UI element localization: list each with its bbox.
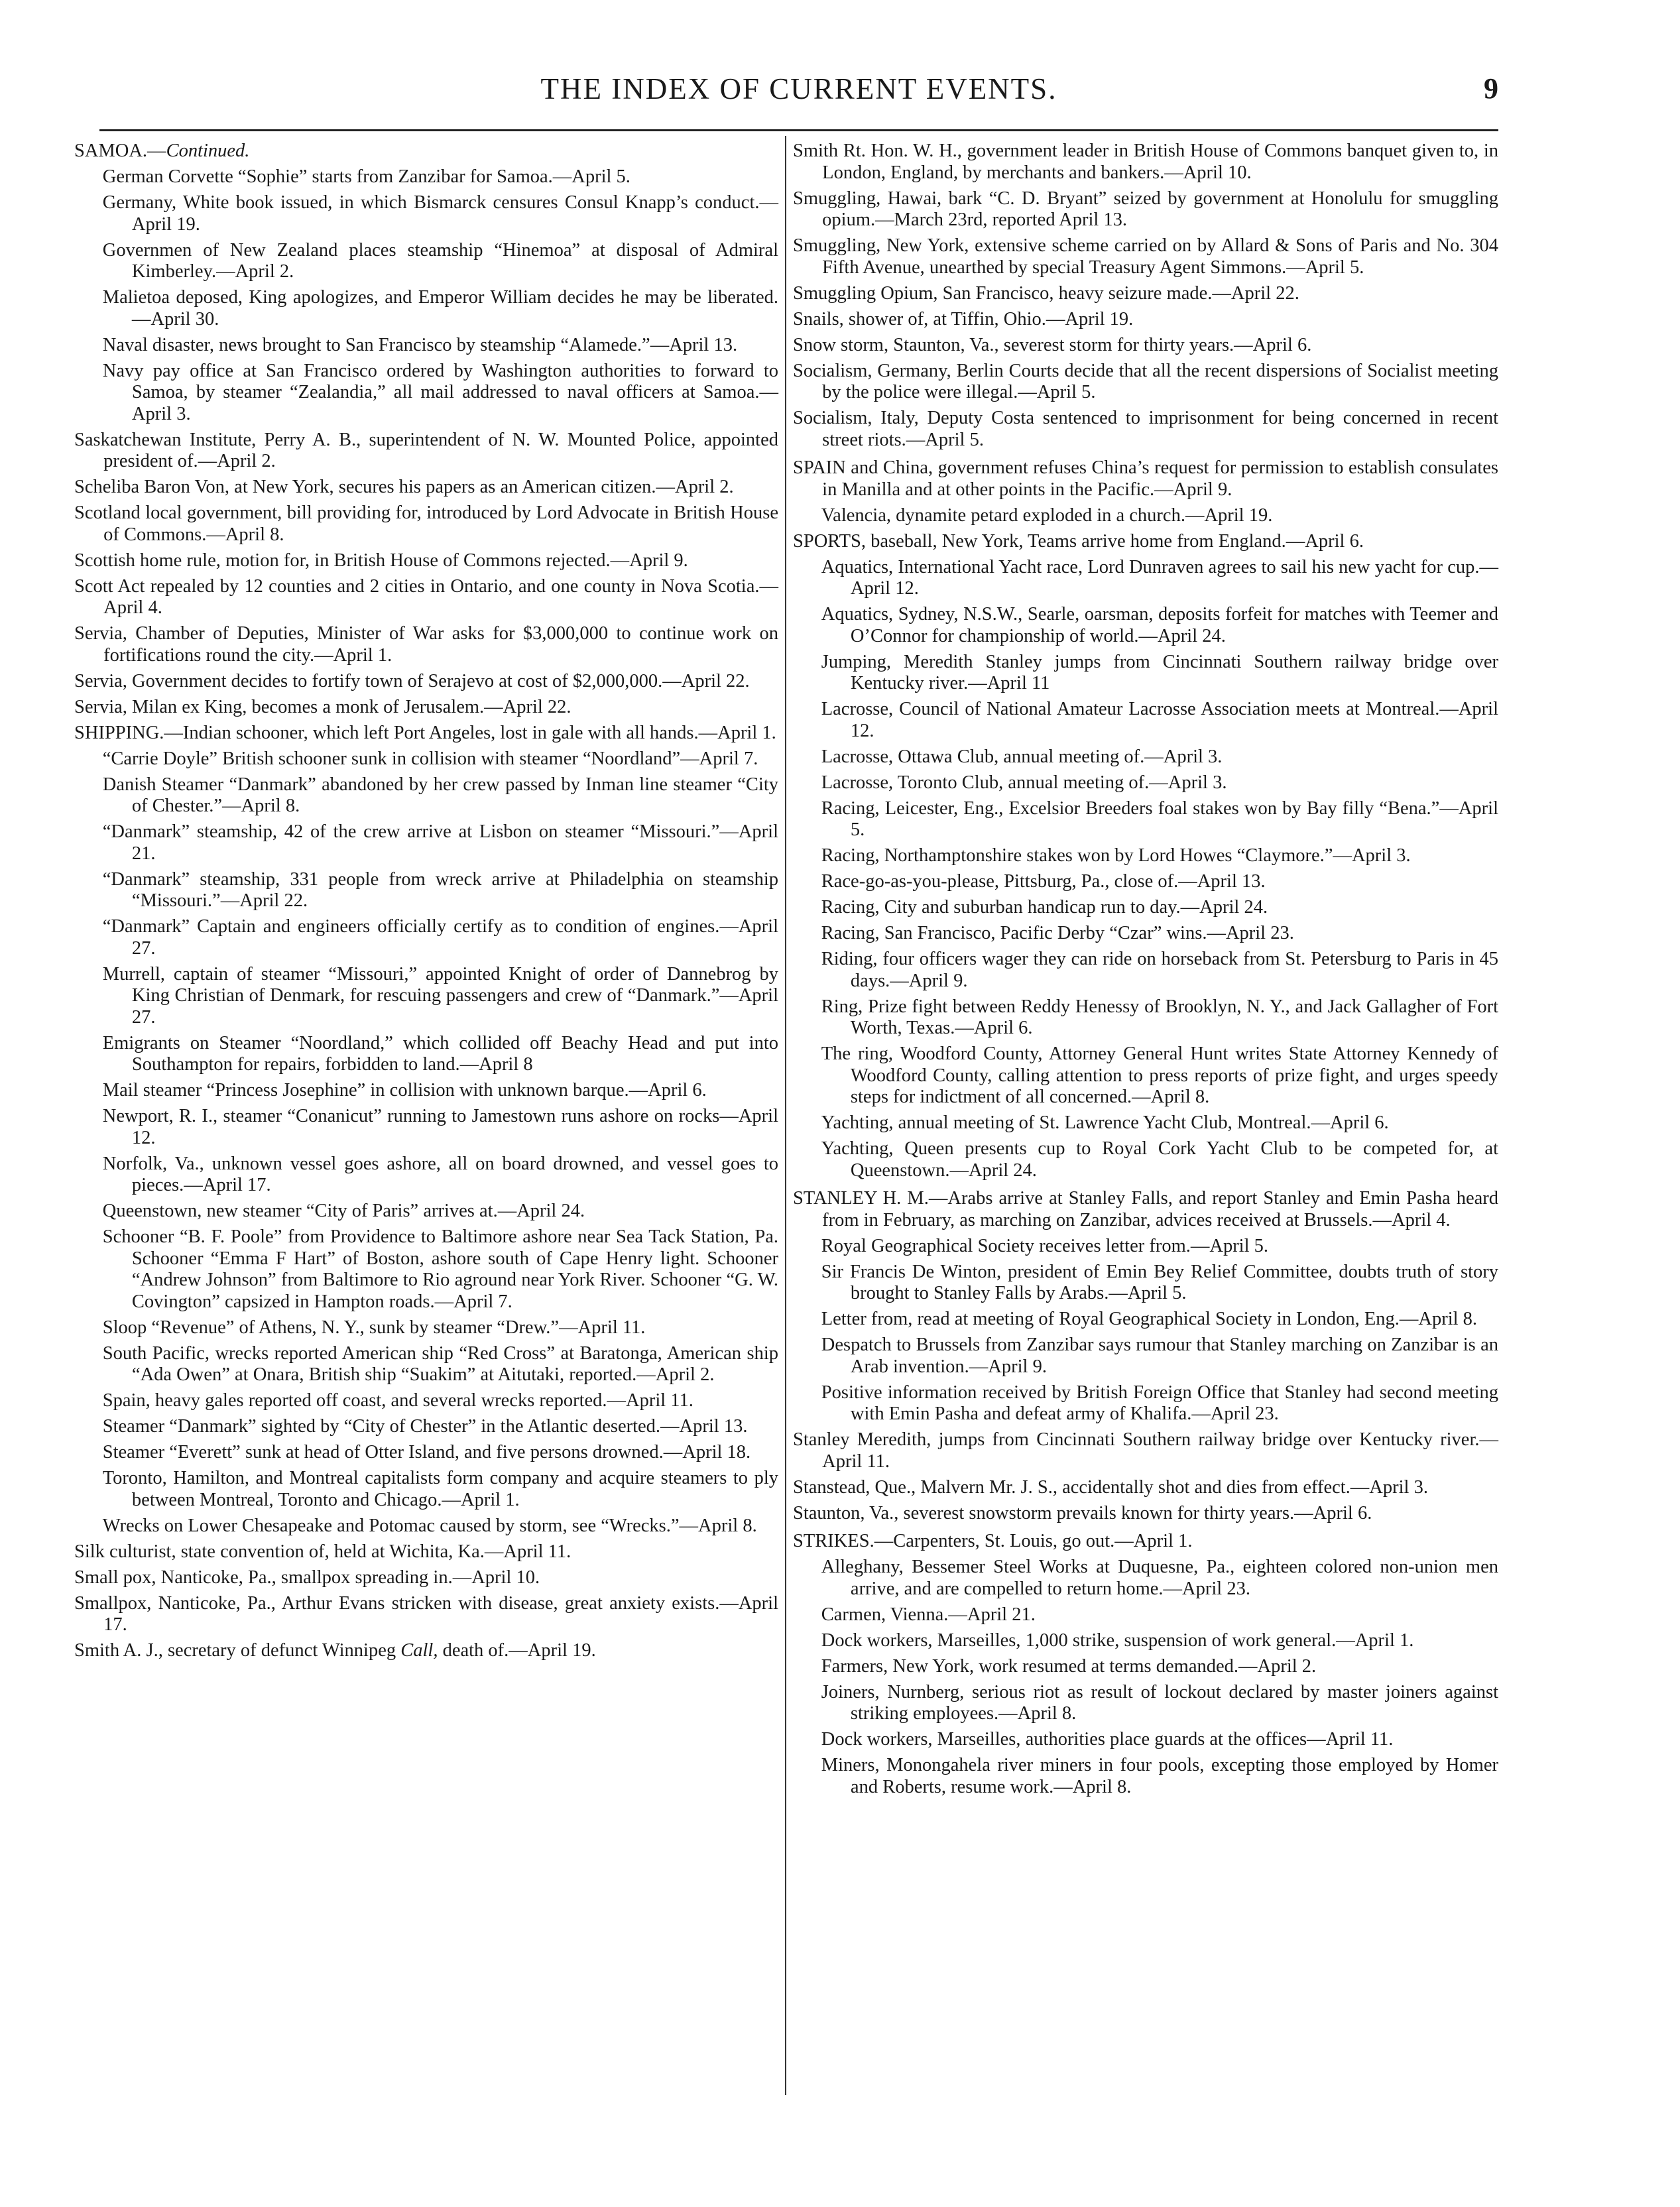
- entry-text: Smuggling Opium, San Francisco, heavy seizure made.—April 22.: [793, 282, 1299, 304]
- entry-text: Steamer “Danmark” sighted by “City of Chester” in the Atlantic deserted.—April 13.: [102, 1416, 748, 1437]
- entry-text: Navy pay office at San Francisco ordered by Washington authorities to forward to Samoa, by steamer “Zealandia,” all mail addressed to naval officers at Samoa.—April 3.: [102, 360, 778, 424]
- index-subentry: [103, 192, 778, 235]
- entry-text: Spain, heavy gales reported off coast, and several wrecks reported.—April 11.: [102, 1390, 693, 1411]
- entry-text: SPAIN and China, government refuses China’s request for permission to establish consulates in Manilla and at other points in the Pacific.—April 9.: [793, 457, 1498, 500]
- index-entry: [793, 1477, 1498, 1499]
- index-subentry: [103, 1106, 778, 1149]
- index-entry: [74, 623, 778, 666]
- entry-text: Scottish home rule, motion for, in British House of Commons rejected.—April 9.: [74, 550, 688, 571]
- entry-text: Jumping, Meredith Stanley jumps from Cincinnati Southern railway bridge over Kentucky river.—April 11: [821, 651, 1498, 693]
- index-entry: [74, 671, 778, 693]
- entry-text: German Corvette “Sophie” starts from Zanzibar for Samoa.—April 5.: [102, 166, 630, 187]
- entry-text: Smallpox, Nanticoke, Pa., Arthur Evans stricken with disease, great anxiety exists.—April 17.: [74, 1592, 778, 1635]
- index-subentry: [103, 1033, 778, 1076]
- entry-text: Carmen, Vienna.—April 21.: [821, 1604, 1036, 1625]
- index-subentry: [821, 1382, 1498, 1425]
- entry-text: Valencia, dynamite petard exploded in a church.—April 19.: [821, 505, 1273, 526]
- index-subentry: [103, 1416, 778, 1438]
- entry-text: Toronto, Hamilton, and Montreal capitalists form company and acquire steamers to ply between Montreal, Toronto and Chicago.—April 1.: [102, 1468, 778, 1510]
- index-subentry: [821, 1044, 1498, 1108]
- index-subentry: [821, 1729, 1498, 1751]
- entry-text: The ring, Woodford County, Attorney General Hunt writes State Attorney Kennedy of Woodford County, calling attention to press reports of prize fight, and urges speedy steps for indictment of all concerned.—April 8.: [821, 1044, 1498, 1107]
- index-entry: [793, 531, 1498, 553]
- entry-text: Lacrosse, Council of National Amateur Lacrosse Association meets at Montreal.—April 12.: [821, 699, 1498, 741]
- index-subentry: [821, 1112, 1498, 1134]
- index-subentry: [103, 240, 778, 283]
- index-subentry: [821, 772, 1498, 794]
- entry-text: Miners, Monongahela river miners in four pools, excepting those employed by Homer and Roberts, resume work.—April 8.: [821, 1755, 1498, 1797]
- entry-text: Murrell, captain of steamer “Missouri,” appointed Knight of order of Dannebrog by King Christian of Denmark, for rescuing passengers and crew of “Danmark.”—April 27.: [102, 963, 778, 1028]
- entry-text: Joiners, Nurnberg, serious riot as result of lockout declared by master joiners against striking employees.—April 8.: [821, 1681, 1498, 1724]
- header-rule: [99, 129, 1498, 131]
- index-entry: [793, 235, 1498, 278]
- entry-text: Dock workers, Marseilles, 1,000 strike, suspension of work general.—April 1.: [821, 1630, 1414, 1651]
- index-subentry: [821, 557, 1498, 600]
- index-subentry: [821, 996, 1498, 1040]
- entry-text: “Danmark” steamship, 331 people from wreck arrive at Philadelphia on steamship “Missouri.”—April 22.: [102, 868, 778, 911]
- index-subentry: [103, 1201, 778, 1223]
- entry-text: STANLEY H. M.—Arabs arrive at Stanley Falls, and report Stanley and Emin Pasha heard from in February, as marching on Zanzibar, advices received at Brussels.—April 4.: [793, 1188, 1498, 1230]
- page-header: [99, 72, 1498, 118]
- index-subentry: [103, 916, 778, 959]
- index-subentry: [103, 166, 778, 188]
- index-subentry: [821, 949, 1498, 992]
- entry-text: Yachting, annual meeting of St. Lawrence Yacht Club, Montreal.—April 6.: [821, 1112, 1389, 1133]
- index-subentry: [103, 1226, 778, 1313]
- entry-text: Yachting, Queen presents cup to Royal Cork Yacht Club to be competed for, at Queenstown.—April 24.: [821, 1138, 1498, 1181]
- index-subentry: [821, 1630, 1498, 1652]
- index-entry: [793, 1531, 1498, 1553]
- index-subentry: [103, 1390, 778, 1412]
- index-subentry: [821, 1138, 1498, 1181]
- entry-text: Emigrants on Steamer “Noordland,” which collided off Beachy Head and put into Southampton for repairs, forbidden to land.—April 8: [102, 1032, 778, 1075]
- entry-text: Despatch to Brussels from Zanzibar says rumour that Stanley marching on Zanzibar is an Arab invention.—April 9.: [821, 1335, 1498, 1377]
- entry-text: Farmers, New York, work resumed at terms demanded.—April 2.: [821, 1655, 1317, 1677]
- index-subentry: [821, 1557, 1498, 1600]
- entry-text: Sloop “Revenue” of Athens, N. Y., sunk by steamer “Drew.”—April 11.: [102, 1317, 646, 1338]
- entry-text: Staunton, Va., severest snowstorm prevails known for thirty years.—April 6.: [793, 1502, 1372, 1523]
- entry-text: Snails, shower of, at Tiffin, Ohio.—April 19.: [793, 308, 1134, 329]
- index-subentry: [821, 1309, 1498, 1331]
- index-subentry: [103, 1442, 778, 1464]
- entry-text: Royal Geographical Society receives letter from.—April 5.: [821, 1235, 1269, 1256]
- index-entry: [74, 1640, 778, 1662]
- index-subentry: [821, 652, 1498, 695]
- entry-text: Socialism, Italy, Deputy Costa sentenced to imprisonment for being concerned in recent street riots.—April 5.: [793, 408, 1498, 450]
- index-subentry: [821, 1604, 1498, 1626]
- entry-text: Stanstead, Que., Malvern Mr. J. S., accidentally shot and dies from effect.—April 3.: [793, 1476, 1428, 1498]
- index-subentry: [821, 604, 1498, 647]
- entry-text: Schooner “B. F. Poole” from Providence to Baltimore ashore near Sea Tack Station, Pa. Schooner “Emma F Hart” of Boston, ashore south of Cape Henry light. Schooner “Andrew Johnson” from Baltimore to Rio aground near York River. Schooner “G. W. Covington” capsized in Hampton roads.—April 7.: [102, 1226, 778, 1312]
- entry-text: “Danmark” Captain and engineers officially certify as to condition of engines.—April 27.: [102, 916, 778, 959]
- index-subentry: [103, 964, 778, 1029]
- index-subentry: [103, 335, 778, 357]
- entry-text: Scotland local government, bill providing for, introduced by Lord Advocate in British House of Commons.—April 8.: [74, 503, 778, 545]
- entry-text: Racing, San Francisco, Pacific Derby “Czar” wins.—April 23.: [821, 923, 1294, 943]
- entry-text: Racing, Northamptonshire stakes won by Lord Howes “Claymore.”—April 3.: [821, 845, 1411, 866]
- entry-text: death of.—April 19.: [438, 1640, 596, 1661]
- entry-text: Racing, Leicester, Eng., Excelsior Breeders foal stakes won by Bay filly “Bena.”—April 5.: [821, 798, 1498, 840]
- entry-text: Silk culturist, state convention of, held at Wichita, Ka.—April 11.: [74, 1541, 571, 1562]
- index-entry: [793, 457, 1498, 501]
- entry-text: Scott Act repealed by 12 counties and 2 cities in Ontario, and one county in Nova Scotia.—April 4.: [74, 575, 778, 618]
- index-entry: [74, 1567, 778, 1589]
- entry-text: Servia, Milan ex King, becomes a monk of Jerusalem.—April 22.: [74, 696, 571, 717]
- index-subentry: [103, 1154, 778, 1197]
- index-entry: [74, 550, 778, 572]
- index-subentry: [821, 897, 1498, 919]
- entry-text: Ring, Prize fight between Reddy Henessy of Brooklyn, N. Y., and Jack Gallagher of Fort Worth, Texas.—April 6.: [821, 996, 1498, 1038]
- index-subentry: [103, 869, 778, 912]
- index-subentry: [103, 287, 778, 330]
- entry-text: Danish Steamer “Danmark” abandoned by her crew passed by Inman line steamer “City of Chester.”—April 8.: [102, 774, 778, 816]
- entry-text: Queenstown, new steamer “City of Paris” arrives at.—April 24.: [102, 1201, 585, 1221]
- index-entry: [793, 309, 1498, 331]
- index-subentry: [821, 1656, 1498, 1678]
- entry-text: Positive information received by British Foreign Office that Stanley had second meeting with Emin Pasha and defeat army of Khalifa.—April 23.: [821, 1382, 1498, 1424]
- index-subentry: [821, 1755, 1498, 1798]
- entry-text: Smith Rt. Hon. W. H., government leader in British House of Commons banquet given to, in London, England, by merchants and bankers.—April 10.: [793, 141, 1498, 183]
- index-subentry: [821, 1236, 1498, 1258]
- index-entry: [74, 477, 778, 499]
- entry-heading: SAMOA.—: [74, 141, 166, 161]
- entry-text: Servia, Chamber of Deputies, Minister of War asks for $3,000,000 to continue work on fortifications round the city.—April 1.: [74, 623, 778, 666]
- index-subentry: [103, 821, 778, 865]
- entry-text: Steamer “Everett” sunk at head of Otter Island, and five persons drowned.—April 18.: [102, 1442, 751, 1462]
- index-subentry: [821, 798, 1498, 841]
- index-entry: [793, 1429, 1498, 1472]
- entry-text: Norfolk, Va., unknown vessel goes ashore, all on board drowned, and vessel goes to pieces.—April 17.: [102, 1153, 778, 1195]
- entry-text: Newport, R. I., steamer “Conanicut” running to Jamestown runs ashore on rocks—April 12.: [102, 1106, 778, 1148]
- entry-text: Lacrosse, Ottawa Club, annual meeting of.—April 3.: [821, 746, 1223, 767]
- entry-text: Saskatchewan Institute, Perry A. B., superintendent of N. W. Mounted Police, appointed president of.—April 2.: [74, 429, 778, 471]
- entry-italic: Call,: [400, 1640, 438, 1661]
- index-entry: [793, 1503, 1498, 1525]
- index-entry: [74, 723, 778, 745]
- entry-text: Naval disaster, news brought to San Francisco by steamship “Alamede.”—April 13.: [102, 334, 738, 355]
- entry-text: SHIPPING.—Indian schooner, which left Port Angeles, lost in gale with all hands.—April 1.: [74, 722, 776, 743]
- entry-text: Stanley Meredith, jumps from Cincinnati Southern railway bridge over Kentucky river.—April 11.: [793, 1429, 1498, 1472]
- index-subentry: [103, 1343, 778, 1386]
- index-subentry: [821, 746, 1498, 768]
- index-subentry: [103, 1317, 778, 1339]
- index-subentry: [103, 1080, 778, 1102]
- entry-italic: Continued.: [166, 141, 250, 161]
- index-entry: [793, 1188, 1498, 1231]
- index-subentry: [821, 923, 1498, 945]
- column-divider: [785, 136, 786, 2095]
- entry-text: “Danmark” steamship, 42 of the crew arrive at Lisbon on steamer “Missouri.”—April 21.: [102, 821, 778, 864]
- entry-heading: Smith A. J., secretary of defunct Winnipeg: [74, 1640, 401, 1661]
- index-subentry: [103, 1516, 778, 1537]
- entry-text: Governmen of New Zealand places steamship “Hinemoa” at disposal of Admiral Kimberley.—April 2.: [102, 239, 778, 282]
- entry-text: Race-go-as-you-please, Pittsburg, Pa., close of.—April 13.: [821, 871, 1266, 892]
- index-subentry: [821, 845, 1498, 867]
- index-entry: [74, 1593, 778, 1636]
- index-subentry: [103, 748, 778, 770]
- index-entry: [74, 576, 778, 619]
- index-subentry: [103, 774, 778, 817]
- index-subentry: [103, 1468, 778, 1511]
- index-entry: [74, 430, 778, 473]
- index-entry: [793, 361, 1498, 404]
- entry-text: STRIKES.—Carpenters, St. Louis, go out.—April 1.: [793, 1531, 1193, 1551]
- index-entry: [74, 697, 778, 719]
- entry-text: Scheliba Baron Von, at New York, secures his papers as an American citizen.—April 2.: [74, 477, 734, 497]
- entry-text: Wrecks on Lower Chesapeake and Potomac caused by storm, see “Wrecks.”—April 8.: [102, 1515, 757, 1536]
- entry-text: Germany, White book issued, in which Bismarck censures Consul Knapp’s conduct.—April 19.: [102, 192, 778, 235]
- entry-text: Lacrosse, Toronto Club, annual meeting of.—April 3.: [821, 772, 1227, 793]
- entry-text: Small pox, Nanticoke, Pa., smallpox spreading in.—April 10.: [74, 1567, 540, 1588]
- index-subentry: [821, 1682, 1498, 1725]
- entry-text: Letter from, read at meeting of Royal Geographical Society in London, Eng.—April 8.: [821, 1309, 1478, 1329]
- index-subentry: [821, 871, 1498, 893]
- index-subentry: [821, 1335, 1498, 1378]
- entry-text: Riding, four officers wager they can ride on horseback from St. Petersburg to Paris in 45 days.—April 9.: [821, 949, 1498, 991]
- entry-text: Smuggling, New York, extensive scheme carried on by Allard & Sons of Paris and No. 304 Fifth Avenue, unearthed by special Treasury Agent Simmons.—April 5.: [793, 235, 1498, 278]
- entry-text: Dock workers, Marseilles, authorities place guards at the offices—April 11.: [821, 1729, 1394, 1750]
- entry-text: Smuggling, Hawai, bark “C. D. Bryant” seized by government at Honolulu for smuggling opium.—March 23rd, reported April 13.: [793, 188, 1498, 230]
- index-entry: [793, 283, 1498, 305]
- page-number: 9: [1484, 72, 1498, 105]
- running-title: THE INDEX OF CURRENT EVENTS.: [540, 72, 1057, 105]
- entry-text: “Carrie Doyle” British schooner sunk in collision with steamer “Noordland”—April 7.: [102, 748, 758, 769]
- entry-text: SPORTS, baseball, New York, Teams arrive home from England.—April 6.: [793, 530, 1364, 552]
- index-entry: [74, 503, 778, 546]
- index-entry: [74, 141, 778, 162]
- index-entry: [793, 141, 1498, 184]
- entry-text: Aquatics, International Yacht race, Lord Dunraven agrees to sail his new yacht for cup.—April 12.: [821, 556, 1498, 599]
- index-subentry: [821, 699, 1498, 742]
- entry-text: Snow storm, Staunton, Va., severest storm for thirty years.—April 6.: [793, 334, 1312, 355]
- left-column: [74, 141, 778, 1666]
- entry-text: Socialism, Germany, Berlin Courts decide that all the recent dispersions of Socialist meeting by the police were illegal.—April 5.: [793, 360, 1498, 402]
- index-entry: [793, 408, 1498, 451]
- index-subentry: [821, 505, 1498, 527]
- right-column: [793, 141, 1498, 1803]
- index-subentry: [821, 1262, 1498, 1305]
- index-subentry: [103, 361, 778, 426]
- entry-text: Servia, Government decides to fortify town of Serajevo at cost of $2,000,000.—April 22.: [74, 670, 750, 691]
- entry-text: Mail steamer “Princess Josephine” in collision with unknown barque.—April 6.: [102, 1080, 707, 1101]
- entry-text: Malietoa deposed, King apologizes, and Emperor William decides he may be liberated.—April 30.: [102, 287, 778, 329]
- index-entry: [74, 1541, 778, 1563]
- entry-text: South Pacific, wrecks reported American ship “Red Cross” at Baratonga, American ship “Ada Owen” at Onara, British ship “Suakim” at Aitutaki, reported.—April 2.: [102, 1342, 778, 1385]
- index-entry: [793, 335, 1498, 357]
- entry-text: Racing, City and suburban handicap run to day.—April 24.: [821, 897, 1268, 918]
- entry-text: Aquatics, Sydney, N.S.W., Searle, oarsman, deposits forfeit for matches with Teemer and O’Connor for championship of world.—April 24.: [821, 604, 1498, 646]
- entry-text: Alleghany, Bessemer Steel Works at Duquesne, Pa., eighteen colored non-union men arrive, and are compelled to return home.—April 23.: [821, 1557, 1498, 1599]
- entry-text: Sir Francis De Winton, president of Emin Bey Relief Committee, doubts truth of story brought to Stanley Falls by Arabs.—April 5.: [821, 1261, 1498, 1303]
- index-entry: [793, 188, 1498, 231]
